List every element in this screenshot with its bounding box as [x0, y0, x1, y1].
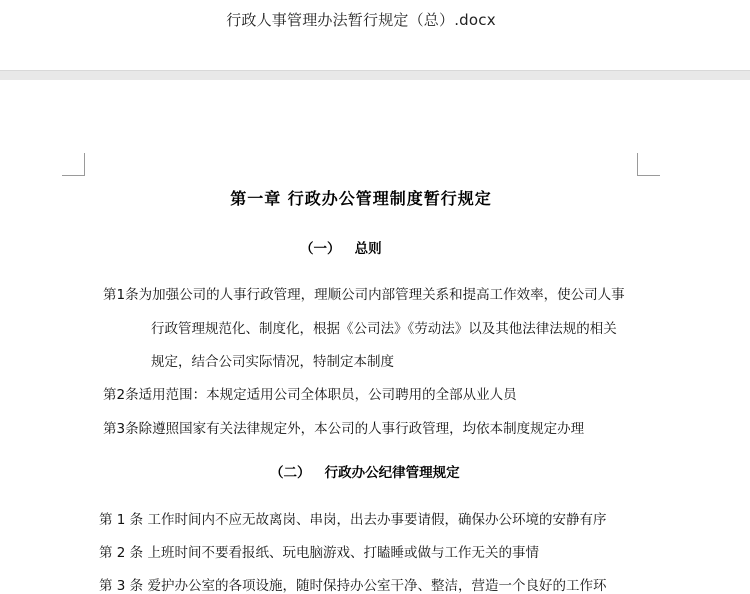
page-gap [0, 70, 750, 80]
document-page[interactable] [0, 80, 750, 594]
document-title: 行政人事管理办法暂行规定（总）.docx [226, 11, 496, 29]
document-title-bar [0, 0, 750, 70]
paragraph-line: 行政管理规范化、制度化，根据《公司法》《劳动法》以及其他法律法规的相关 [151, 321, 617, 337]
paragraph-line: 规定，结合公司实际情况，特制定本制度 [151, 354, 394, 370]
section-heading-general: （一） 总则 [300, 241, 382, 257]
page-corner-mark-right [637, 153, 660, 176]
paragraph-line: 第3条除遵照国家有关法律规定外，本公司的人事行政管理，均依本制度规定办理 [103, 421, 585, 437]
section-heading-discipline: （二） 行政办公纪律管理规定 [270, 465, 460, 481]
paragraph-line: 第 1 条 工作时间内不应无故离岗、串岗，出去办事要请假，确保办公环境的安静有序 [99, 512, 607, 528]
page-corner-mark-left [62, 153, 85, 176]
paragraph-line: 第2条适用范围：本规定适用公司全体职员，公司聘用的全部从业人员 [103, 387, 517, 403]
paragraph-line: 第 3 条 爱护办公室的各项设施，随时保持办公室干净、整洁，营造一个良好的工作环 [99, 578, 607, 594]
paragraph-line: 第1条为加强公司的人事行政管理，理顺公司内部管理关系和提高工作效率，使公司人事 [103, 287, 625, 303]
paragraph-line: 第 2 条 上班时间不要看报纸、玩电脑游戏、打瞌睡或做与工作无关的事情 [99, 545, 539, 561]
chapter-heading: 第一章 行政办公管理制度暂行规定 [230, 189, 492, 208]
